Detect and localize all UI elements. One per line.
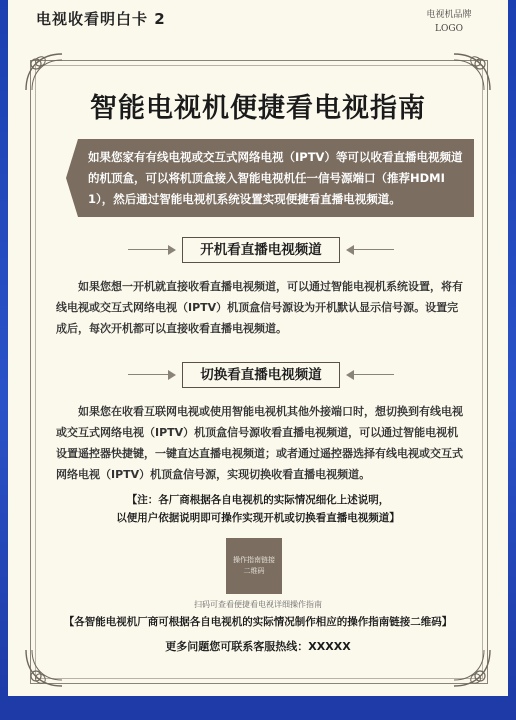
- logo-line-2: LOGO: [435, 24, 463, 34]
- divider-line: [128, 249, 168, 250]
- arrow-left-icon: [346, 245, 354, 255]
- brand-logo-placeholder: [414, 8, 484, 42]
- section-startup-text: 如果您想一开机就直接收看直播电视频道，可以通过智能电视机系统设置，将有线电视或交互式网络电视（IPTV）机顶盒信号源设为开机默认显示信号源。设置完成后，每次开机都可以直接收看直播电视频道。: [56, 280, 463, 335]
- section-heading-startup: [128, 237, 394, 263]
- arrow-right-icon: [168, 370, 176, 380]
- qr-caption: 扫码可查看便捷看电视详细操作指南: [194, 600, 322, 609]
- service-hotline: 更多问题您可联系客服热线：XXXXX: [165, 640, 351, 653]
- divider-line: [354, 374, 394, 375]
- section-title: 开机看直播电视频道: [182, 237, 340, 263]
- logo-line-1: 电视机品牌: [426, 10, 472, 20]
- manufacturer-note: [68, 491, 448, 527]
- arrow-right-icon: [168, 245, 176, 255]
- divider-line: [128, 374, 168, 375]
- divider-line: [354, 249, 394, 250]
- qr-code-placeholder[interactable]: [226, 538, 282, 594]
- note-line-1: 【注：各厂商根据各自电视机的实际情况细化上述说明，: [126, 494, 390, 506]
- arrow-left-icon: [346, 370, 354, 380]
- qr-label-line-2: 二维码: [243, 567, 265, 575]
- note-line-2: 以便用户依据说明即可操作实现开机或切换看直播电视频道】: [116, 512, 400, 524]
- intro-text: 如果您家有有线电视或交互式网络电视（IPTV）等可以收看直播电视频道的机顶盒，可以将机顶盒接入智能电视机任一信号源端口（推荐HDMI 1），然后通过智能电视机系统设置实现便捷看直播电视频道。: [88, 150, 463, 206]
- intro-box-notch: [66, 139, 78, 217]
- section-heading-switch: [128, 362, 394, 388]
- section-title: 切换看直播电视频道: [182, 362, 340, 388]
- guide-card: [8, 0, 508, 696]
- qr-label-line-1: 操作指南链接: [233, 556, 275, 564]
- section-switch-text: 如果您在收看互联网电视或使用智能电视机其他外接端口时，想切换到有线电视或交互式网络电视（IPTV）机顶盒信号源收看直播电视频道，可以通过智能电视机设置遥控器快捷键，一键直达直播电视频道；或者通过遥控器选择有线电视或交互式网络电视（IPTV）机顶盒信号源，实现切换收看直播电视频道。: [56, 405, 463, 481]
- page-title: 智能电视机便捷看电视指南: [90, 93, 426, 124]
- card-label: 电视收看明白卡 2: [36, 10, 166, 28]
- qr-instruction-note: 【各智能电视机厂商可根据各自电视机的实际情况制作相应的操作指南链接二维码】: [63, 616, 453, 628]
